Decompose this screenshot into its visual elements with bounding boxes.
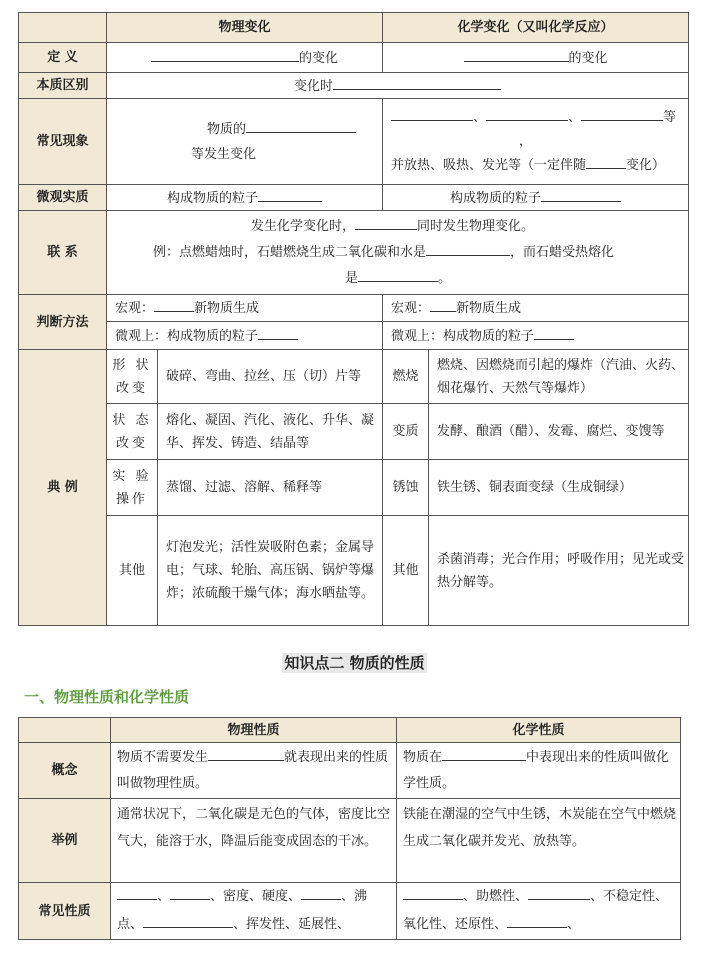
- blank: [151, 47, 299, 62]
- concept-chemical-a: 物质在: [403, 749, 443, 765]
- relation-line1: [111, 214, 684, 240]
- section-title-text: 知识点二 物质的性质: [284, 654, 425, 672]
- example-chemical-category: 燃烧: [383, 350, 429, 404]
- phenomena-chemical: [383, 99, 689, 185]
- sep: 、密度、硬度、: [210, 889, 302, 904]
- concept-physical-b: 就表现出来的性质叫做物理性质。: [117, 749, 389, 791]
- sep: 、沸点、: [117, 889, 368, 932]
- blank: [154, 297, 194, 312]
- blank: [117, 885, 157, 900]
- header-chemical-change: 化学变化（又叫化学反应）: [383, 13, 689, 43]
- phenomena-physical-line1: 物质的: [207, 122, 247, 137]
- blank: [581, 106, 663, 121]
- relation-line2b: ，而石蜡受热熔化: [510, 244, 615, 260]
- blank: [534, 325, 574, 340]
- example-physical: 破碎、弯曲、拉丝、压（切）片等: [158, 350, 383, 404]
- row-label-examples: 典 例: [19, 350, 107, 626]
- blank: [246, 118, 356, 133]
- judge-micro-physical: [107, 322, 383, 350]
- blank: [528, 885, 590, 900]
- example-physical: 熔化、凝固、汽化、液化、升华、凝华、挥发、铸造、结晶等: [158, 404, 383, 460]
- row-label-common: 常见性质: [19, 883, 111, 940]
- sep: 、: [473, 109, 487, 125]
- example-chemical-category: 变质: [383, 404, 429, 460]
- phenomena-chemical-line1: [391, 106, 684, 130]
- blank: [355, 215, 417, 230]
- definition-chemical-text: 的变化: [568, 50, 608, 66]
- blank: [541, 187, 621, 202]
- example-chemical: 燃烧、因燃烧而引起的爆炸（汽油、火药、烟花爆竹、天然气等爆炸）: [429, 350, 689, 404]
- relation-cell: [107, 211, 689, 295]
- example-physical-property: 通常状况下，二氧化碳是无色的气体，密度比空气大，能溶于水，降温后能变成固态的干冰。: [111, 799, 397, 883]
- sep: 氧化性、还原性、: [403, 917, 508, 932]
- definition-chemical: [383, 43, 689, 73]
- header-physical-property: 物理性质: [111, 718, 397, 743]
- example-category: 实 验 操作: [107, 460, 158, 516]
- phenomena-chemical-line2: ，: [519, 133, 533, 149]
- judge-micro-chemical: [383, 322, 689, 350]
- blank: [464, 47, 569, 62]
- phenomena-physical: [107, 99, 383, 185]
- sep: 、: [568, 109, 582, 125]
- micro-chemical-text: 构成物质的粒子: [450, 190, 542, 206]
- blank: [586, 154, 626, 169]
- blank: [426, 241, 510, 256]
- example-physical: 灯泡发光；活性炭吸附色素；金属导电；气球、轮胎、高压锅、锅炉等爆炸；浓硫酸干燥气体；海水晒盐等。: [158, 516, 383, 626]
- phenomena-chemical-line3-text: 并放热、吸热、发光等（一定伴随: [391, 157, 587, 173]
- phenomena-chemical-line3: [391, 154, 684, 178]
- blank: [486, 106, 568, 121]
- example-chemical: 杀菌消毒；光合作用；呼吸作用；见光或受热分解等。: [429, 516, 689, 626]
- example-chemical: 发酵、酿酒（醋）、发霉、腐烂、变馊等: [429, 404, 689, 460]
- blank: [258, 187, 322, 202]
- judge-macro-physical-a: 宏观：: [115, 301, 155, 316]
- row-label-judge: 判断方法: [19, 295, 107, 350]
- relation-line2a: 例：点燃蜡烛时，石蜡燃烧生成二氧化碳和水是: [153, 244, 427, 260]
- blank: [258, 325, 298, 340]
- essence-cell: [107, 73, 689, 99]
- row-label-example: 举例: [19, 799, 111, 883]
- example-category: 其他: [107, 516, 158, 626]
- relation-line3b: 。: [438, 270, 452, 286]
- blank: [170, 885, 210, 900]
- corner-cell: [19, 718, 111, 743]
- property-comparison-table: [18, 717, 681, 940]
- relation-line3a: 是: [345, 270, 359, 286]
- common-physical: [111, 883, 397, 940]
- blank: [442, 746, 526, 761]
- definition-physical-text: 的变化: [299, 50, 339, 66]
- example-chemical-category: 其他: [383, 516, 429, 626]
- judge-micro-physical-text: 微观上：构成物质的粒子: [115, 328, 259, 344]
- example-chemical-property: 铁能在潮湿的空气中生锈，木炭能在空气中燃烧生成二氧化碳并发光、放热等。: [397, 799, 681, 883]
- sep: 、: [157, 889, 171, 904]
- sep: 、: [567, 917, 581, 932]
- blank: [333, 75, 501, 90]
- subsection-title: 一、物理性质和化学性质: [24, 688, 190, 706]
- judge-macro-physical-b: 新物质生成: [194, 301, 260, 316]
- example-category: 状 态 改变: [107, 404, 158, 460]
- relation-line1a: 发生化学变化时，: [251, 218, 356, 234]
- section-title: [0, 652, 709, 673]
- judge-macro-chemical-a: 宏观：: [391, 301, 431, 316]
- micro-physical-text: 构成物质的粒子: [167, 190, 259, 206]
- sep: 、挥发性、延展性、: [233, 917, 351, 932]
- row-label-relation: 联 系: [19, 211, 107, 295]
- blank: [403, 885, 463, 900]
- blank: [358, 267, 438, 282]
- micro-chemical: [383, 185, 689, 211]
- micro-physical: [107, 185, 383, 211]
- blank: [208, 746, 284, 761]
- row-label-definition: 定 义: [19, 43, 107, 73]
- concept-physical-a: 物质不需要发生: [117, 749, 209, 765]
- blank: [507, 913, 567, 928]
- row-label-phenomena: 常见现象: [19, 99, 107, 185]
- concept-physical: [111, 743, 397, 799]
- sep: 、不稳定性、: [590, 889, 669, 904]
- header-chemical-property: 化学性质: [397, 718, 681, 743]
- example-chemical-category: 锈蚀: [383, 460, 429, 516]
- corner-cell: [19, 13, 107, 43]
- blank: [430, 297, 456, 312]
- judge-macro-chemical-b: 新物质生成: [456, 301, 522, 316]
- judge-macro-chemical: [383, 295, 689, 322]
- sep: 、助燃性、: [463, 889, 529, 904]
- judge-micro-chemical-text: 微观上：构成物质的粒子: [391, 328, 535, 344]
- essence-text: 变化时: [294, 78, 334, 94]
- relation-line3: [111, 266, 684, 292]
- example-chemical: 铁生锈、铜表面变绿（生成铜绿）: [429, 460, 689, 516]
- concept-chemical-b: 中表现出来的性质叫做化学性质。: [403, 749, 670, 791]
- example-physical: 蒸馏、过滤、溶解、稀释等: [158, 460, 383, 516]
- blank: [301, 885, 341, 900]
- blank: [143, 913, 233, 928]
- change-comparison-table: [18, 12, 689, 626]
- common-chemical: [397, 883, 681, 940]
- example-category: 形 状 改变: [107, 350, 158, 404]
- relation-line1b: 同时发生物理变化。: [417, 218, 535, 234]
- row-label-micro: 微观实质: [19, 185, 107, 211]
- relation-line2: [111, 240, 684, 266]
- blank: [391, 106, 473, 121]
- concept-chemical: [397, 743, 681, 799]
- row-label-essence: 本质区别: [19, 73, 107, 99]
- definition-physical: [107, 43, 383, 73]
- header-physical-change: 物理变化: [107, 13, 383, 43]
- row-label-concept: 概念: [19, 743, 111, 799]
- judge-macro-physical: [107, 295, 383, 322]
- phenomena-chemical-line3-end: 变化）: [626, 157, 666, 173]
- phenomena-physical-line2: 等发生变化: [191, 147, 257, 162]
- sep: 等: [663, 109, 677, 125]
